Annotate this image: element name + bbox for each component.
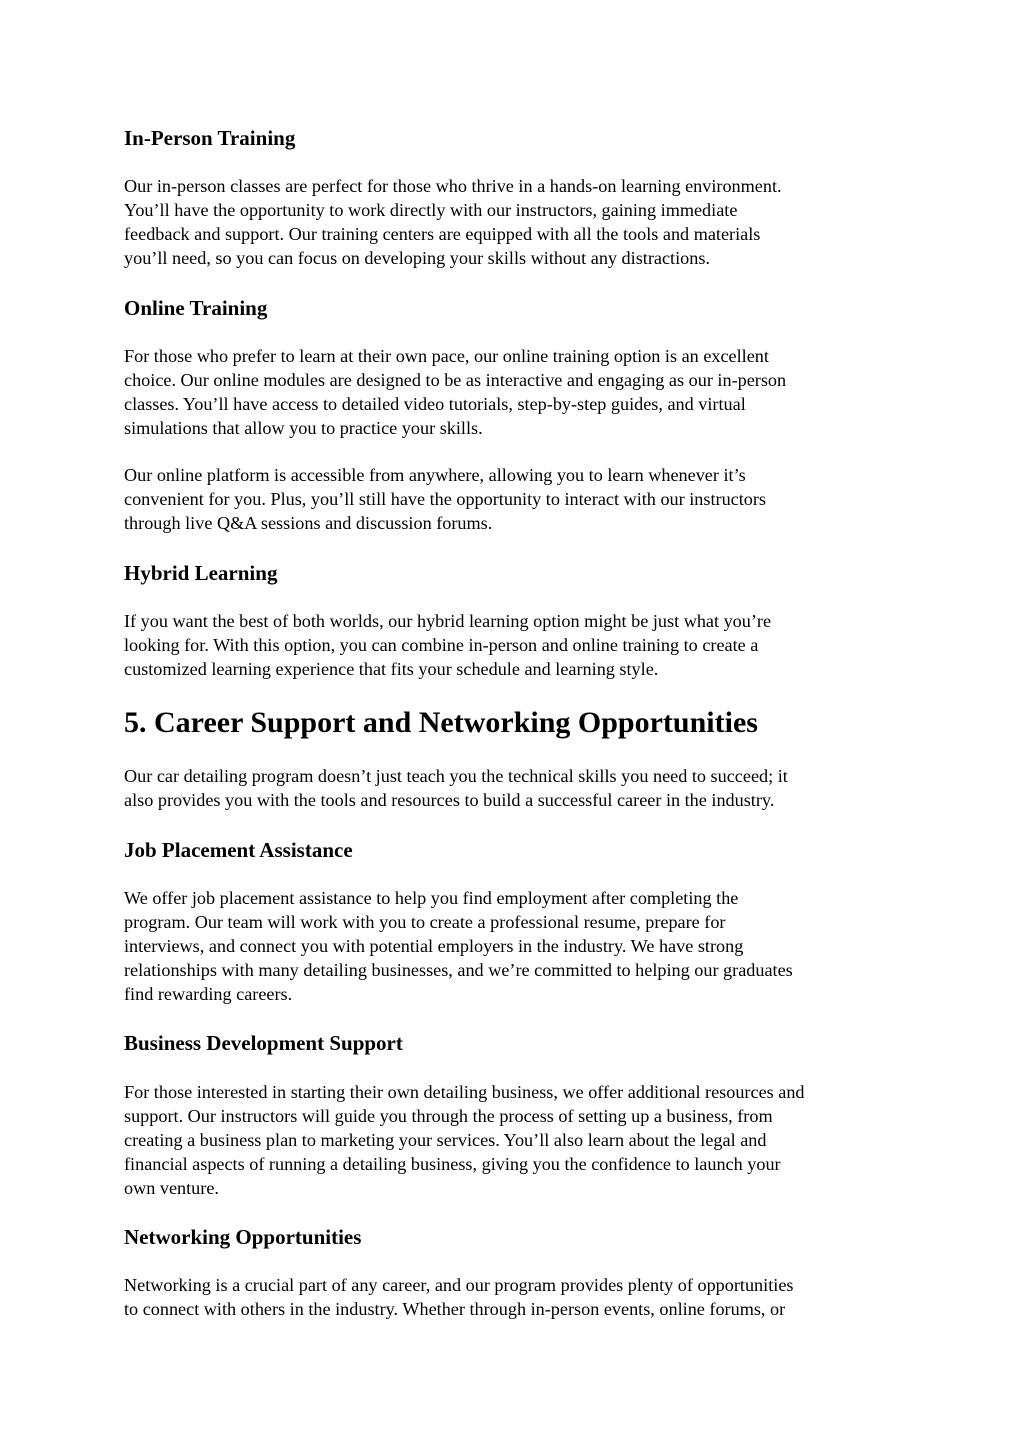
paragraph-networking: [124, 1273, 793, 1321]
text-line: choice. Our online modules are designed to be as interactive and engaging as our in-person: [124, 370, 787, 390]
text-line: Our online platform is accessible from anywhere, allowing you to learn whenever it’s: [124, 465, 746, 485]
section-heading-online-training: Online Training: [124, 296, 268, 320]
text-line: creating a business plan to marketing your services. You’ll also learn about the legal and: [124, 1130, 767, 1150]
section-heading-business-development: Business Development Support: [124, 1031, 403, 1055]
section-heading-hybrid-learning: Hybrid Learning: [124, 561, 278, 585]
paragraph-in-person-training: [124, 174, 782, 270]
text-line: find rewarding careers.: [124, 984, 293, 1004]
paragraph-hybrid-learning: [124, 609, 771, 681]
text-line: Our in-person classes are perfect for those who thrive in a hands-on learning environment.: [124, 176, 782, 196]
text-line: program. Our team will work with you to create a professional resume, prepare for: [124, 912, 726, 932]
section-heading-in-person-training: In-Person Training: [124, 126, 296, 150]
text-line: simulations that allow you to practice your skills.: [124, 418, 483, 438]
text-line: You’ll have the opportunity to work directly with our instructors, gaining immediate: [124, 200, 738, 220]
text-line: feedback and support. Our training centers are equipped with all the tools and materials: [124, 224, 761, 244]
paragraph-online-training-2: [124, 463, 766, 535]
text-line: also provides you with the tools and resources to build a successful career in the industry.: [124, 790, 775, 810]
text-line: interviews, and connect you with potential employers in the industry. We have strong: [124, 936, 744, 956]
text-line: customized learning experience that fits your schedule and learning style.: [124, 659, 659, 679]
text-line: support. Our instructors will guide you through the process of setting up a business, from: [124, 1106, 773, 1126]
text-line: If you want the best of both worlds, our hybrid learning option might be just what you’re: [124, 611, 772, 631]
text-line: financial aspects of running a detailing business, giving you the confidence to launch your: [124, 1154, 781, 1174]
text-line: We offer job placement assistance to help you find employment after completing the: [124, 888, 739, 908]
section-heading-job-placement: Job Placement Assistance: [124, 838, 353, 862]
paragraph-job-placement: [124, 886, 793, 1006]
text-line: convenient for you. Plus, you’ll still have the opportunity to interact with our instructors: [124, 489, 767, 509]
text-line: For those interested in starting their own detailing business, we offer additional resources and: [124, 1082, 805, 1102]
text-line: classes. You’ll have access to detailed video tutorials, step-by-step guides, and virtual: [124, 394, 746, 414]
text-line: Networking is a crucial part of any career, and our program provides plenty of opportunities: [124, 1275, 794, 1295]
text-line: through live Q&A sessions and discussion forums.: [124, 513, 493, 533]
text-line: Our car detailing program doesn’t just teach you the technical skills you need to succeed; it: [124, 766, 788, 786]
paragraph-online-training-1: [124, 344, 786, 440]
text-line: own venture.: [124, 1178, 219, 1198]
text-line: relationships with many detailing businesses, and we’re committed to helping our graduates: [124, 960, 793, 980]
paragraph-business-development: [124, 1080, 805, 1200]
section-heading-networking: Networking Opportunities: [124, 1225, 362, 1249]
text-line: you’ll need, so you can focus on developing your skills without any distractions.: [124, 248, 710, 268]
chapter-heading-career-support: 5. Career Support and Networking Opportunities: [124, 706, 758, 739]
text-line: For those who prefer to learn at their own pace, our online training option is an excellent: [124, 346, 769, 366]
paragraph-career-support: [124, 764, 788, 812]
text-line: to connect with others in the industry. Whether through in-person events, online forums, or: [124, 1299, 786, 1319]
text-line: looking for. With this option, you can combine in-person and online training to create a: [124, 635, 759, 655]
